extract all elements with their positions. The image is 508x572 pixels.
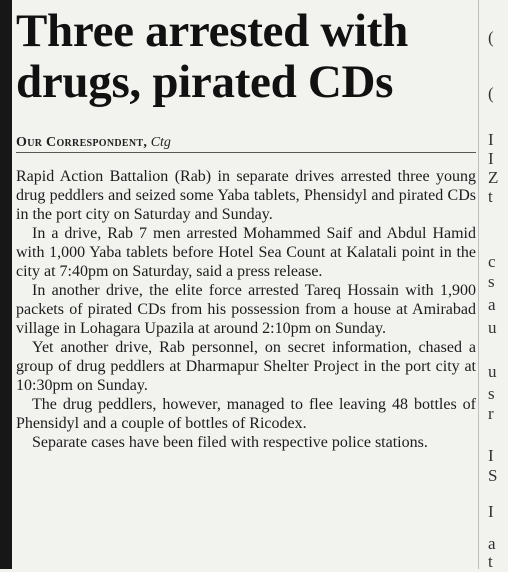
side-char: I	[488, 149, 494, 168]
byline-rule	[16, 152, 476, 153]
side-char: t	[488, 552, 493, 571]
side-char: c	[488, 252, 496, 271]
left-column-edge	[0, 0, 12, 569]
side-char: s	[488, 384, 495, 403]
paragraph-6: Separate cases have been filed with respective police stations.	[32, 434, 428, 451]
byline-author: Our Correspondent,	[16, 135, 148, 150]
column-divider	[478, 0, 479, 569]
paragraph-5: The drug peddlers, however, managed to flee leaving 48 bottles of Phensidyl and a couple of bottles of Ricodex.	[16, 396, 476, 432]
side-char: S	[488, 466, 498, 485]
headline: Three arrested with drugs, pirated CDs	[16, 5, 408, 108]
side-char: (	[488, 28, 494, 47]
paragraph-3: In another drive, the elite force arrested Tareq Hossain with 1,900 packets of pirated CDs from his possession from a house at Amirabad village in Lohagara Upazila at around 2:10pm on Sunday.	[16, 282, 476, 337]
side-char: I	[488, 130, 494, 149]
side-char: s	[488, 272, 495, 291]
side-char: t	[488, 187, 493, 206]
byline	[16, 134, 476, 152]
side-char: u	[488, 318, 497, 337]
side-char: a	[488, 295, 496, 314]
paragraph-4: Yet another drive, Rab personnel, on secret information, chased a group of drug peddlers at Dharmapur Shelter Project in the port city at 10:30pm on Sunday.	[16, 339, 476, 394]
side-char: I	[488, 502, 494, 521]
paragraph-1: Rapid Action Battalion (Rab) in separate drives arrested three young drug peddlers and seized some Yaba tablets, Phensidyl and pirated CDs in the port city on Saturday and Sunday.	[16, 168, 476, 223]
adjacent-column-fragment	[488, 0, 508, 569]
side-char: (	[488, 84, 494, 103]
article-body	[16, 167, 476, 452]
paragraph-2: In a drive, Rab 7 men arrested Mohammed Saif and Abdul Hamid with 1,000 Yaba tablets before Hotel Sea Count at Kalatali point in the city at 7:40pm on Saturday, said a press release.	[16, 225, 476, 280]
side-char: a	[488, 534, 496, 553]
byline-location: Ctg	[150, 135, 171, 150]
side-char: u	[488, 362, 497, 381]
side-char: I	[488, 446, 494, 465]
side-char: Z	[488, 168, 499, 187]
side-char: r	[488, 404, 494, 423]
